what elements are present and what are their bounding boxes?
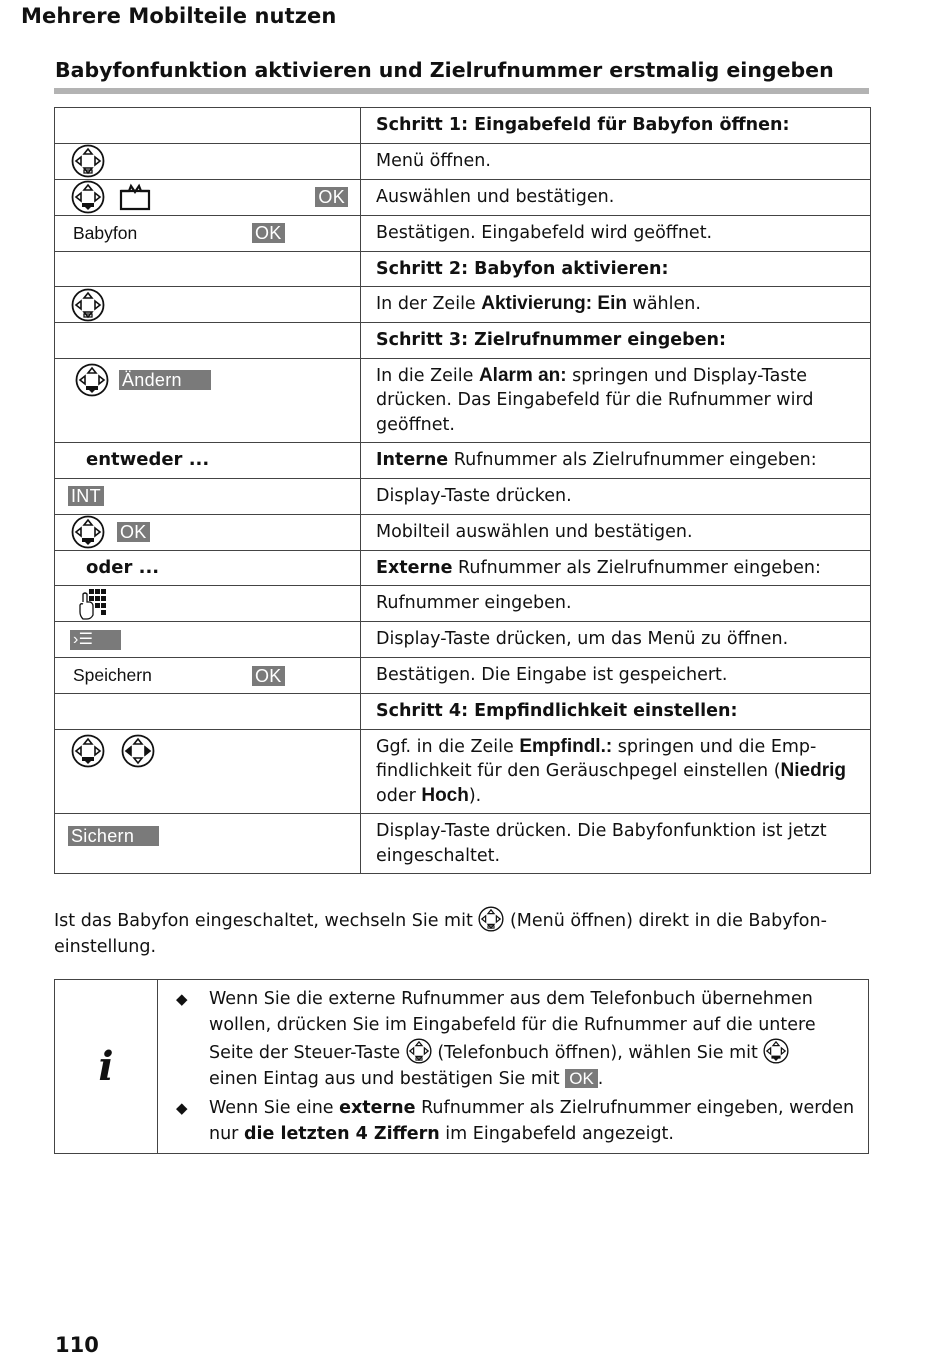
- table-row: [55, 586, 871, 622]
- step-text: Bestätigen. Eingabefeld wird geöffnet.: [361, 215, 871, 251]
- step-text: Display-Taste drücken.: [361, 478, 871, 514]
- nav-key-updown-icon: [75, 363, 109, 397]
- menu-item-babyfon[interactable]: Babyfon: [73, 222, 138, 243]
- nav-key-updown-icon: [71, 515, 105, 549]
- diamond-bullet-icon: ◆: [176, 990, 188, 1008]
- nav-key-top-icon: [71, 144, 105, 178]
- note-paragraph: Ist das Babyfon eingeschaltet, wechseln Sie mit (Menü öffnen) direkt in die Babyfoneinstellung.: [54, 906, 874, 960]
- nav-key-updown-icon: [763, 1038, 789, 1064]
- step-text: Display-Taste drücken, um das Menü zu öffnen.: [361, 622, 871, 658]
- ok-softkey[interactable]: OK: [565, 1069, 598, 1088]
- table-row: [55, 179, 871, 215]
- info-icon: i: [55, 980, 158, 1153]
- nav-key-updown-icon: [71, 180, 105, 214]
- page-number: 110: [55, 1333, 99, 1357]
- step-text: Auswählen und bestätigen.: [361, 179, 871, 215]
- table-row: [55, 514, 871, 550]
- baby-monitor-icon: [119, 183, 151, 211]
- table-row: [55, 287, 871, 323]
- table-row: [55, 622, 871, 658]
- diamond-bullet-icon: ◆: [176, 1099, 188, 1117]
- section-title: Babyfonfunktion aktivieren und Zielrufnummer erstmalig eingeben: [55, 58, 834, 82]
- title-rule: [54, 88, 869, 94]
- step-text: Bestätigen. Die Eingabe ist gespeichert.: [361, 658, 871, 694]
- table-row: [55, 108, 871, 144]
- ok-softkey[interactable]: OK: [252, 223, 285, 243]
- menu-item-speichern[interactable]: Speichern: [73, 665, 152, 686]
- table-row: [55, 358, 871, 443]
- table-row: [55, 550, 871, 586]
- step-text: Display-Taste drücken. Die Babyfonfunktion ist jetzt eingeschaltet.: [361, 814, 871, 874]
- table-row: [55, 814, 871, 874]
- table-row: [55, 443, 871, 479]
- step3-heading: Schritt 3: Zielrufnummer eingeben:: [361, 323, 871, 359]
- page-header: Mehrere Mobilteile nutzen: [21, 4, 337, 28]
- step-text: Rufnummer eingeben.: [361, 586, 871, 622]
- aendern-softkey[interactable]: Ändern: [119, 370, 211, 390]
- int-softkey[interactable]: INT: [68, 486, 104, 506]
- step1-heading: Schritt 1: Eingabefeld für Babyfon öffnen:: [361, 108, 871, 144]
- info-bullet: ◆ Wenn Sie die externe Rufnummer aus dem Telefonbuch übernehmen wollen, drücken Sie im Eingabefeld für die Rufnummer auf die untere Seite der Steuer-Taste (Telefonbuch öffnen), wählen Sie mit einen Eintag aus und bestätigen Sie mit OK .: [176, 987, 856, 1092]
- table-row: [55, 143, 871, 179]
- step4-heading: Schritt 4: Empfindlichkeit einstellen:: [361, 694, 871, 730]
- ok-softkey[interactable]: OK: [117, 522, 150, 542]
- sichern-softkey[interactable]: Sichern: [68, 826, 159, 846]
- step2-heading: Schritt 2: Babyfon aktivieren:: [361, 251, 871, 287]
- step-text: In der Zeile Aktivierung: Ein wählen.: [361, 287, 871, 323]
- step-text: Menü öffnen.: [361, 143, 871, 179]
- table-row: [55, 694, 871, 730]
- ok-softkey[interactable]: OK: [315, 187, 348, 207]
- keypad-icon: [79, 588, 109, 620]
- step-text: In die Zeile Alarm an: springen und Display-Taste drücken. Das Eingabefeld für die Rufnummer wird geöffnet.: [361, 358, 871, 443]
- nav-key-updown-icon: [71, 734, 105, 768]
- nav-key-bottom-icon: [406, 1038, 432, 1064]
- steps-table: [54, 107, 871, 874]
- table-row: [55, 658, 871, 694]
- ok-softkey[interactable]: OK: [252, 666, 285, 686]
- table-row: [55, 251, 871, 287]
- choice-or: oder ...: [86, 556, 160, 578]
- nav-key-top-icon: [478, 906, 504, 932]
- choice-either: entweder ...: [86, 449, 210, 470]
- info-box: [54, 979, 869, 1154]
- table-row: [55, 215, 871, 251]
- table-row: [55, 478, 871, 514]
- info-bullet: ◆ Wenn Sie eine externe Rufnummer als Zielrufnummer eingeben, werden nur die letzten 4 Ziffern im Eingabefeld angezeigt.: [176, 1096, 856, 1147]
- nav-key-bottom-icon: [71, 288, 105, 322]
- table-row: [55, 729, 871, 814]
- step-text: Mobilteil auswählen und bestätigen.: [361, 514, 871, 550]
- nav-key-leftright-icon: [121, 734, 155, 768]
- menu-softkey[interactable]: ›☰: [70, 630, 121, 650]
- step-text: Ggf. in die Zeile Empfindl.: springen und die Empfindlichkeit für den Geräuschpegel einstellen (Niedrig oder Hoch).: [361, 729, 871, 814]
- step-text: Externe Rufnummer als Zielrufnummer eingeben:: [361, 550, 871, 586]
- table-row: [55, 323, 871, 359]
- step-text: Interne Rufnummer als Zielrufnummer eingeben:: [361, 443, 871, 479]
